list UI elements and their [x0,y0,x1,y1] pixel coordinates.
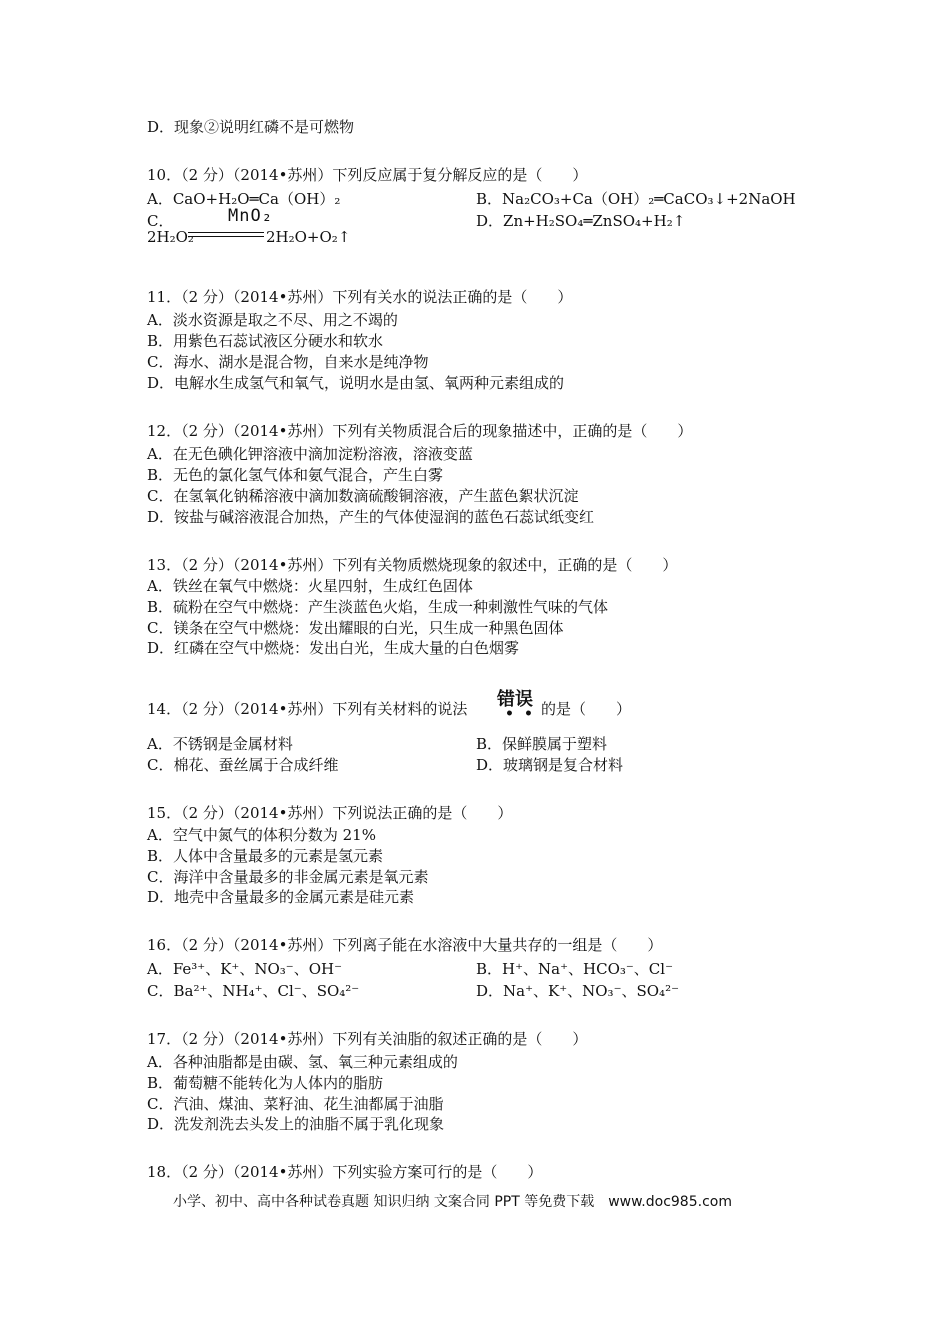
q12-option-c: C．在氢氧化钠稀溶液中滴加数滴硫酸铜溶液，产生蓝色絮状沉淀 [147,487,579,505]
q13-option-b: B．硫粉在空气中燃烧：产生淡蓝色火焰，生成一种刺激性气味的气体 [147,598,609,616]
q11-option-c: C．海水、湖水是混合物，自来水是纯净物 [147,353,429,371]
q12-stem: 12．（2 分）（2014•苏州）下列有关物质混合后的现象描述中，正确的是（ ） [147,422,693,440]
q17-stem: 17．（2 分）（2014•苏州）下列有关油脂的叙述正确的是（ ） [147,1030,588,1048]
q11-option-b: B．用紫色石蕊试液区分硬水和软水 [147,332,384,350]
q14-emphasis-word: 错误 [497,689,533,710]
q14-option-b: B．保鲜膜属于塑料 [476,735,608,753]
q16-option-d: D．Na⁺、K⁺、NO₃⁻、SO₄²⁻ [476,982,680,1000]
q15-option-d: D．地壳中含量最多的金属元素是硅元素 [147,888,415,906]
q13-stem: 13．（2 分）（2014•苏州）下列有关物质燃烧现象的叙述中，正确的是（ ） [147,556,678,574]
q13-option-a: A．铁丝在氧气中燃烧：火星四射，生成红色固体 [147,577,473,595]
q16-option-b: B．H⁺、Na⁺、HCO₃⁻、Cl⁻ [476,960,673,978]
q12-option-d: D．铵盐与碱溶液混合加热，产生的气体使湿润的蓝色石蕊试纸变红 [147,508,595,526]
q10-catalyst-mno2: MnO₂ [228,206,273,226]
q17-option-b: B．葡萄糖不能转化为人体内的脂肪 [147,1074,384,1092]
q15-option-c: C．海洋中含量最多的非金属元素是氧元素 [147,868,429,886]
q10-option-b: B．Na₂CO₃+Ca（OH）₂═CaCO₃↓+2NaOH [476,190,796,208]
q10-option-c-right: 2H₂O+O₂↑ [266,228,351,246]
q13-option-c: C．镁条在空气中燃烧：发出耀眼的白光，只生成一种黑色固体 [147,619,564,637]
q11-option-d: D．电解水生成氢气和氧气，说明水是由氢、氧两种元素组成的 [147,374,565,392]
q9-option-d: D．现象②说明红磷不是可燃物 [147,118,355,136]
q14-stem-post: 的是（ ） [541,700,632,718]
q15-stem: 15．（2 分）（2014•苏州）下列说法正确的是（ ） [147,804,513,822]
q10-reaction-equals-sign [188,232,264,237]
q10-option-a: A．CaO+H₂O═Ca（OH）₂ [147,190,341,208]
q17-option-c: C．汽油、煤油、菜籽油、花生油都属于油脂 [147,1095,444,1113]
q10-option-c-label: C． [147,212,174,230]
q14-stem-pre: 14．（2 分）（2014•苏州）下列有关材料的说法 [147,700,468,718]
q10-option-c-left: 2H₂O₂ [147,228,194,246]
q15-option-a: A．空气中氮气的体积分数为 21% [147,826,376,844]
q15-option-b: B．人体中含量最多的元素是氢元素 [147,847,384,865]
q16-option-a: A．Fe³⁺、K⁺、NO₃⁻、OH⁻ [147,960,343,978]
q17-option-d: D．洗发剂洗去头发上的油脂不属于乳化现象 [147,1115,445,1133]
q16-option-c: C．Ba²⁺、NH₄⁺、Cl⁻、SO₄²⁻ [147,982,360,1000]
q18-stem: 18．（2 分）（2014•苏州）下列实验方案可行的是（ ） [147,1163,543,1181]
q10-option-d: D．Zn+H₂SO₄═ZnSO₄+H₂↑ [476,212,686,230]
q14-option-d: D．玻璃钢是复合材料 [476,756,624,774]
q14-option-c: C．棉花、蚕丝属于合成纤维 [147,756,339,774]
page-footer: 小学、初中、高中各种试卷真题 知识归纳 文案合同 PPT 等免费下载 www.doc985.com [173,1194,732,1210]
q12-option-a: A．在无色碘化钾溶液中滴加淀粉溶液，溶液变蓝 [147,445,473,463]
q13-option-d: D．红磷在空气中燃烧：发出白光，生成大量的白色烟雾 [147,639,520,657]
q12-option-b: B．无色的氯化氢气体和氨气混合，产生白雾 [147,466,444,484]
q14-option-a: A．不锈钢是金属材料 [147,735,293,753]
q10-stem: 10．（2 分）（2014•苏州）下列反应属于复分解反应的是（ ） [147,166,588,184]
q17-option-a: A．各种油脂都是由碳、氢、氧三种元素组成的 [147,1053,458,1071]
q16-stem: 16．（2 分）（2014•苏州）下列离子能在水溶液中大量共存的一组是（ ） [147,936,663,954]
q11-option-a: A．淡水资源是取之不尽、用之不竭的 [147,311,398,329]
q11-stem: 11．（2 分）（2014•苏州）下列有关水的说法正确的是（ ） [147,288,573,306]
q14-emphasis-dots: •• [505,706,543,722]
